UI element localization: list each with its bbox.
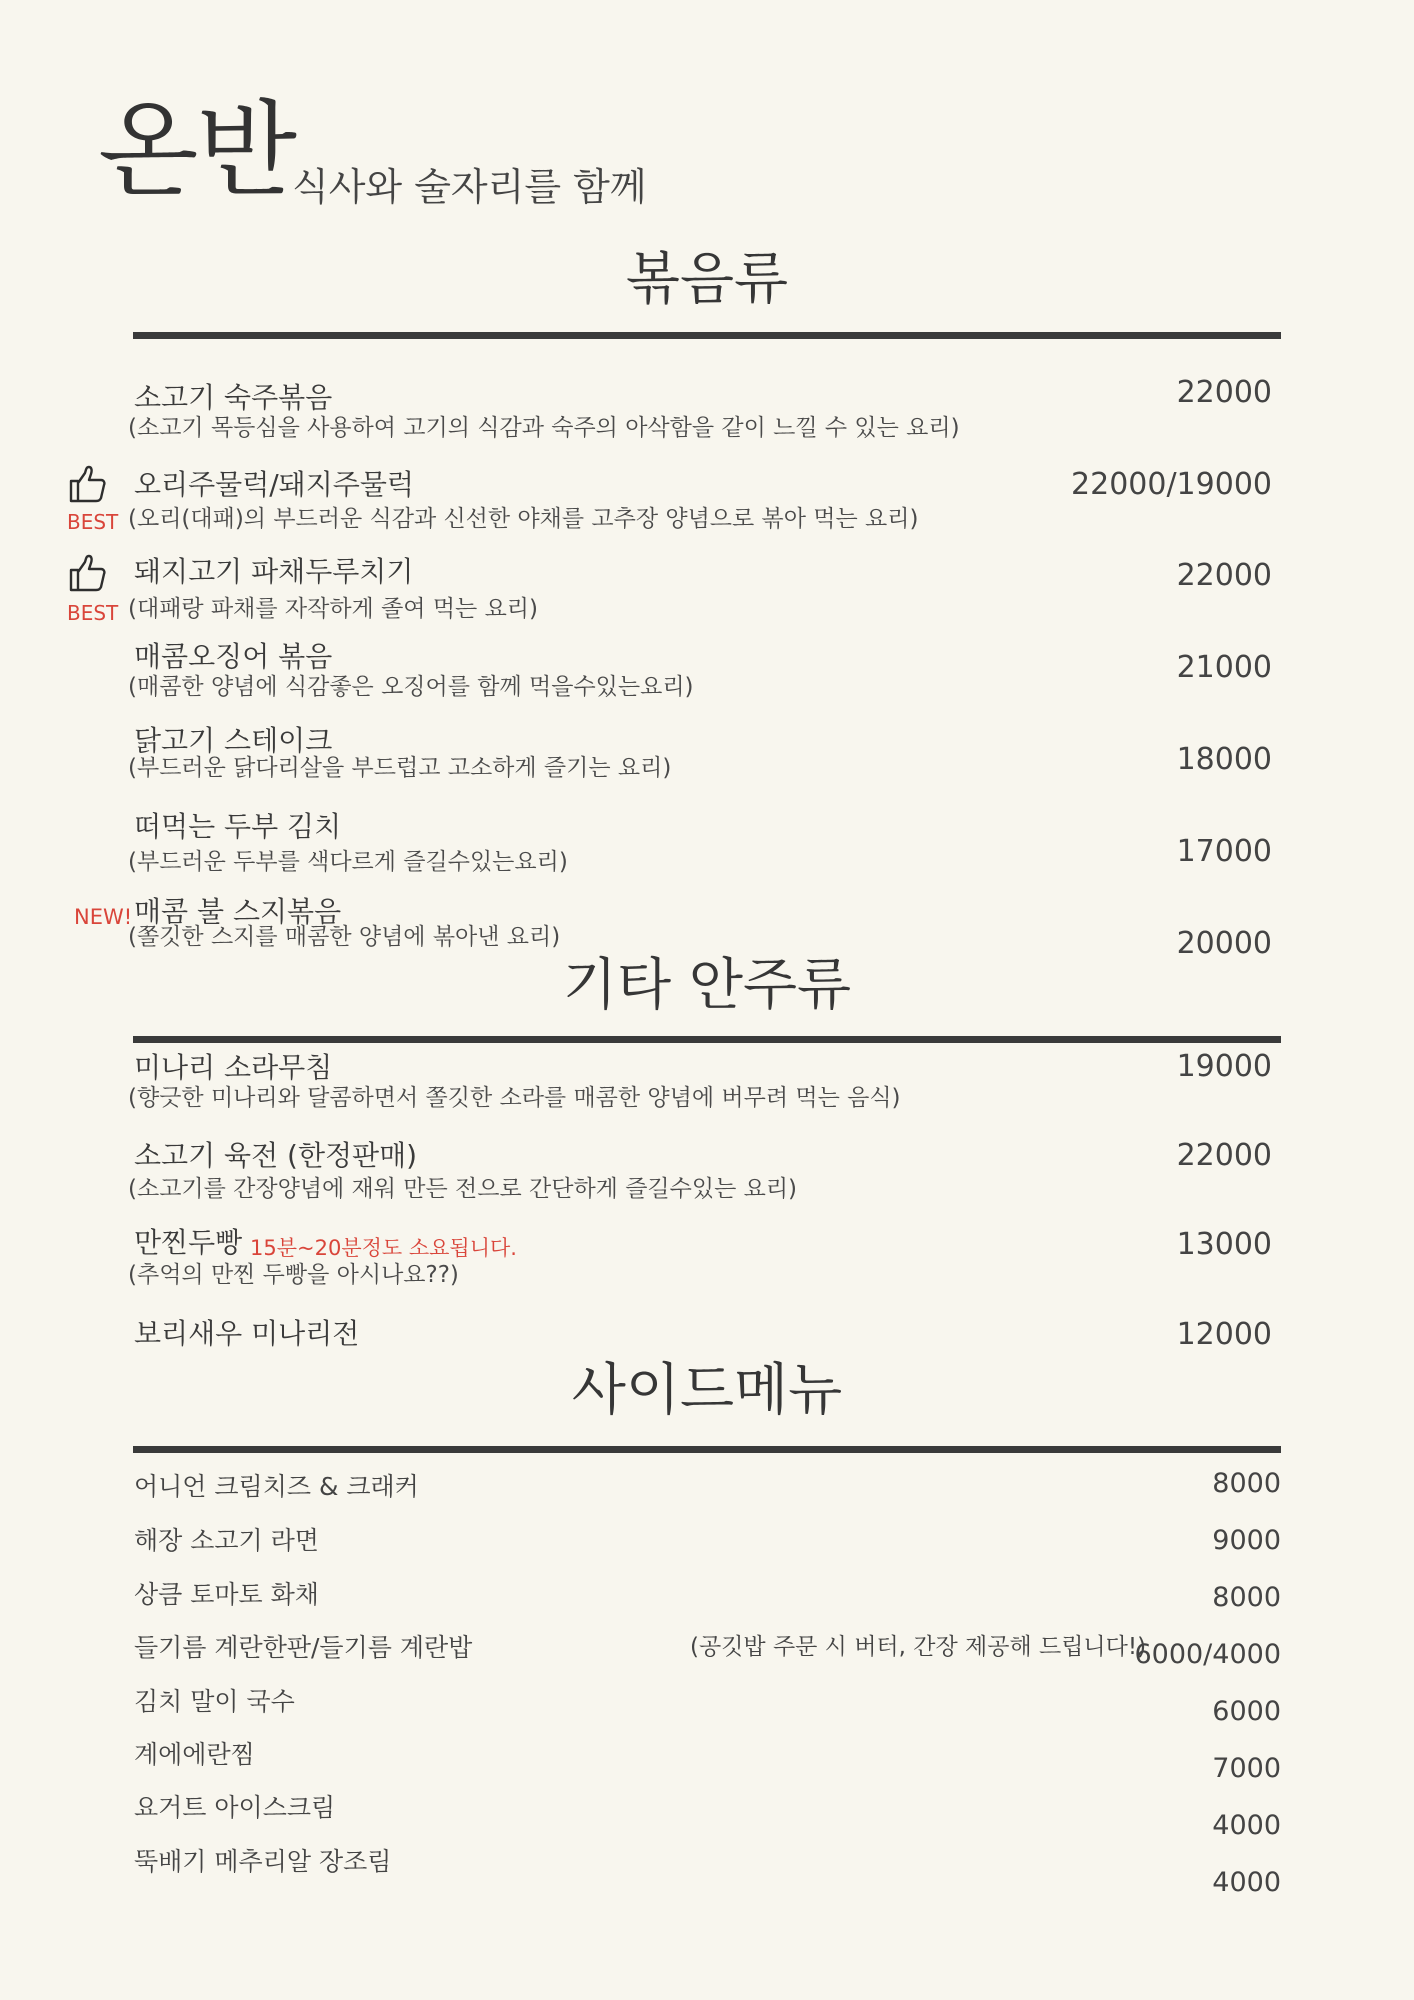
menu-item-name: 보리새우 미나리전 <box>134 1317 360 1350</box>
menu-item-name: 매콤오징어 볶음 <box>134 640 333 673</box>
menu-item-price: 13000 <box>1176 1227 1272 1262</box>
menu-item-price: 4000 <box>1212 1810 1281 1841</box>
menu-item-price: 4000 <box>1212 1867 1281 1898</box>
menu-item-price: 22000 <box>1176 1138 1272 1173</box>
menu-item-description: (대패랑 파채를 자작하게 졸여 먹는 요리) <box>128 596 538 622</box>
menu-item-name: 어니언 크림치즈 & 크래커 <box>134 1472 419 1501</box>
menu-item-name: 해장 소고기 라면 <box>134 1526 319 1555</box>
menu-item-price: 21000 <box>1176 650 1272 685</box>
menu-item-name: 뚝배기 메추리알 장조림 <box>134 1847 392 1876</box>
menu-item-description: (향긋한 미나리와 달콤하면서 쫄깃한 소라를 매콤한 양념에 버무려 먹는 음식) <box>128 1085 901 1111</box>
section-title-sides: 사이드메뉴 <box>571 1358 843 1423</box>
section-title-snacks: 기타 안주류 <box>562 953 852 1018</box>
menu-item-name: 오리주물럭/돼지주물럭 <box>134 468 414 501</box>
brand-tagline: 식사와 술자리를 함께 <box>292 165 647 209</box>
menu-item-description: (쫄깃한 스지를 매콤한 양념에 볶아낸 요리) <box>128 924 561 950</box>
prep-time-note: 15분~20분정도 소요됩니다. <box>250 1236 517 1260</box>
menu-item-name: 돼지고기 파채두루치기 <box>134 555 414 588</box>
menu-item-description: (오리(대패)의 부드러운 식감과 신선한 야채를 고추장 양념으로 볶아 먹는 요리) <box>128 506 919 532</box>
menu-item-description: (매콤한 양념에 식감좋은 오징어를 함께 먹을수있는요리) <box>128 674 694 700</box>
menu-item-name: 만찐두빵 <box>134 1226 243 1259</box>
section-divider <box>133 1446 1281 1453</box>
menu-item-price: 8000 <box>1212 1582 1281 1613</box>
side-item-note: (공깃밥 주문 시 버터, 간장 제공해 드립니다!) <box>690 1634 1147 1660</box>
menu-item-price: 20000 <box>1176 926 1272 961</box>
new-badge: NEW! <box>74 905 133 929</box>
menu-item-price: 22000/19000 <box>1071 467 1272 502</box>
menu-item-price: 22000 <box>1176 558 1272 593</box>
menu-item-name: 들기름 계란한판/들기름 계란밥 <box>134 1633 473 1662</box>
menu-item-price: 22000 <box>1176 375 1272 410</box>
menu-item-name: 김치 말이 국수 <box>134 1687 295 1716</box>
menu-item-price: 18000 <box>1176 742 1272 777</box>
section-divider <box>133 332 1281 339</box>
section-divider <box>133 1036 1281 1043</box>
menu-item-price: 6000/4000 <box>1134 1639 1281 1670</box>
thumbs-up-icon <box>68 553 106 593</box>
best-badge: BEST <box>67 601 119 625</box>
menu-item-description: (소고기를 간장양념에 재워 만든 전으로 간단하게 즐길수있는 요리) <box>128 1176 798 1202</box>
menu-item-name: 떠먹는 두부 김치 <box>134 810 342 843</box>
menu-item-name: 계에에란찜 <box>134 1740 255 1769</box>
menu-item-name: 소고기 숙주볶음 <box>134 381 333 414</box>
menu-item-price: 19000 <box>1176 1049 1272 1084</box>
menu-item-price: 7000 <box>1212 1753 1281 1784</box>
thumbs-up-icon <box>68 464 106 504</box>
menu-item-name: 매콤 불 스지볶음 <box>134 895 342 928</box>
menu-item-price: 6000 <box>1212 1696 1281 1727</box>
brand-logo: 온반 <box>98 89 295 211</box>
menu-item-name: 요거트 아이스크림 <box>134 1793 336 1822</box>
menu-item-price: 12000 <box>1176 1317 1272 1352</box>
menu-item-description: (부드러운 닭다리살을 부드럽고 고소하게 즐기는 요리) <box>128 755 672 781</box>
menu-item-name: 닭고기 스테이크 <box>134 724 333 757</box>
menu-item-price: 9000 <box>1212 1525 1281 1556</box>
menu-item-name: 미나리 소라무침 <box>134 1051 333 1084</box>
menu-item-name: 소고기 육전 (한정판매) <box>134 1139 418 1172</box>
menu-item-description: (소고기 목등심을 사용하여 고기의 식감과 숙주의 아삭함을 같이 느낄 수 있는 요리) <box>128 415 960 441</box>
best-badge: BEST <box>67 510 119 534</box>
section-title-stirfry: 볶음류 <box>625 247 789 312</box>
menu-item-price: 8000 <box>1212 1468 1281 1499</box>
menu-item-description: (부드러운 두부를 색다르게 즐길수있는요리) <box>128 849 568 875</box>
menu-item-price: 17000 <box>1176 834 1272 869</box>
menu-item-name: 상큼 토마토 화채 <box>134 1580 319 1609</box>
menu-item-description: (추억의 만찐 두빵을 아시나요??) <box>128 1262 459 1288</box>
